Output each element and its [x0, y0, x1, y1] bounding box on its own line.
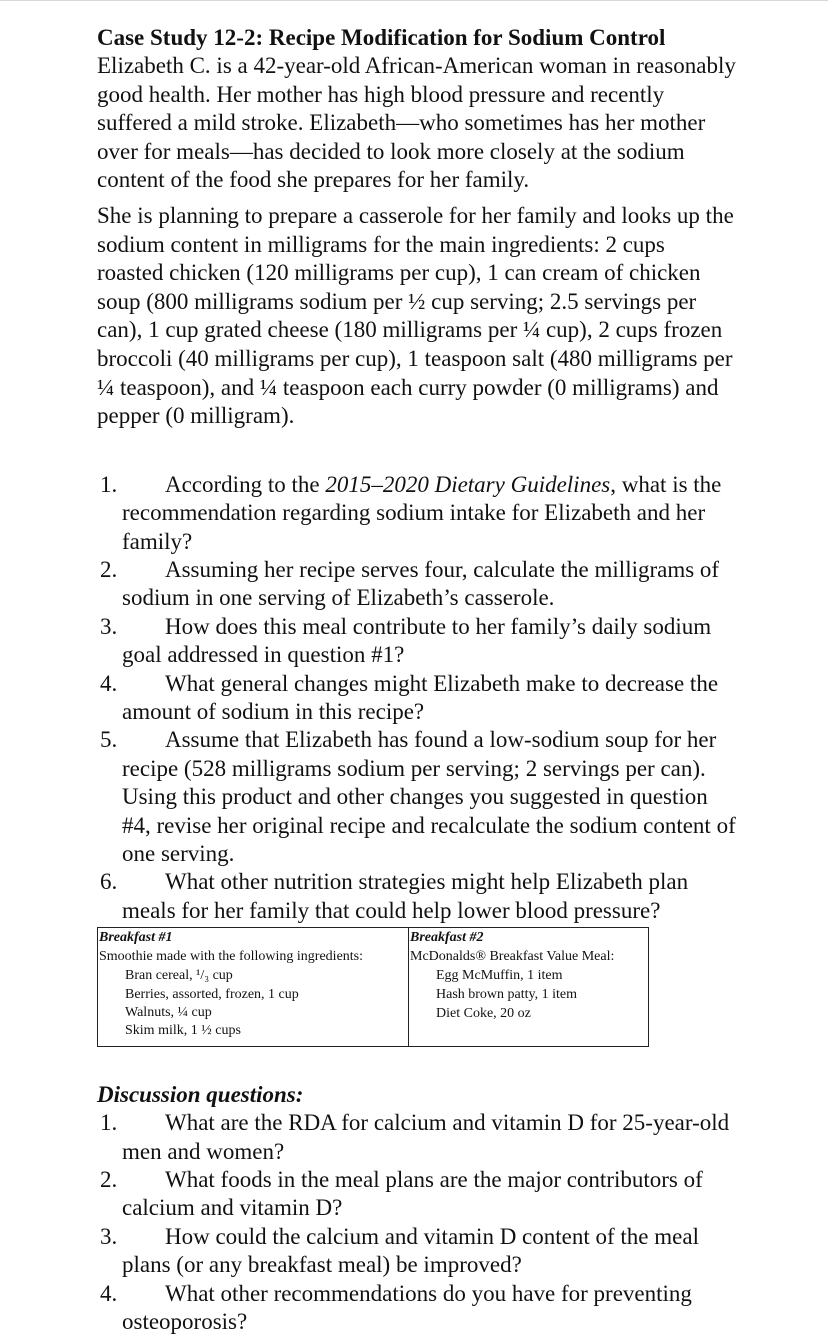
case-study-title: Case Study 12-2: Recipe Modification for Sodium Control	[97, 25, 666, 50]
breakfast-1-cell	[98, 928, 409, 1047]
discussion-questions-list	[97, 1109, 737, 1336]
discussion-text: What other recommendations do you have for preventing osteoporosis?	[122, 1280, 692, 1335]
intro-paragraph: Elizabeth C. is a 42-year-old African-American woman in reasonably good health. Her mother has high blood pressure and recently suffered a mild stroke. Elizabeth—who sometimes has her mother over for meals—has decided to look more closely at the sodium content of the food she prepares for her family.	[97, 53, 736, 193]
question-number: 5.	[100, 727, 118, 753]
question-text: What general changes might Elizabeth make to decrease the amount of sodium in this recipe?	[122, 670, 719, 724]
top-border	[0, 0, 828, 1]
discussion-heading: Discussion questions:	[97, 1082, 304, 1108]
question-text: Assuming her recipe serves four, calculate the milligrams of sodium in one serving of Elizabeth’s casserole.	[122, 556, 720, 611]
breakfast-2-cell	[409, 928, 649, 1047]
discussion-number: 4.	[100, 1280, 118, 1306]
ingredients-paragraph: She is planning to prepare a casserole for her family and looks up the sodium content in milligrams for the main ingredients: 2 cups roasted chicken (120 milligrams per cup), 1 can cream of chicken soup (800 milligrams sodium per ½ cup serving; 2.5 servings per can), 1 cup grated cheese (180 milligrams per ¼ cup), 2 cups frozen broccoli (40 milligrams per cup), 1 teaspoon salt (480 milligrams per ¼ teaspoon), and ¼ teaspoon each curry powder (0 milligrams) and pepper (0 milligram).	[97, 202, 734, 429]
discussion-item	[97, 1109, 737, 1166]
question-item	[97, 613, 737, 670]
breakfast-2-item: Diet Coke, 20 oz	[436, 1006, 531, 1022]
question-number: 1.	[100, 471, 118, 497]
discussion-text: How could the calcium and vitamin D content of the meal plans (or any breakfast meal) be improved?	[122, 1223, 699, 1278]
breakfast-table	[97, 927, 649, 1047]
breakfast-2-intro: McDonalds® Breakfast Value Meal:	[410, 949, 615, 965]
breakfast-1-item: Bran cereal, ¹/₃ cup	[125, 968, 233, 984]
question-number: 3.	[100, 613, 118, 639]
breakfast-1-intro: Smoothie made with the following ingredients:	[99, 949, 364, 965]
question-number: 2.	[100, 556, 118, 582]
question-item	[97, 726, 737, 868]
question-number: 4.	[100, 670, 118, 696]
document-page	[97, 24, 737, 1336]
question-item	[97, 670, 737, 727]
question-text-cont: , what is the recommendation regarding sodium intake for Elizabeth and her family?	[122, 471, 722, 554]
question-item	[97, 556, 737, 613]
question-text: What other nutrition strategies might help Elizabeth plan meals for her family that could help lower blood pressure?	[122, 869, 689, 923]
breakfast-1-item: Berries, assorted, frozen, 1 cup	[125, 987, 299, 1003]
case-questions-list	[97, 471, 737, 926]
discussion-item	[97, 1223, 737, 1280]
breakfast-2-heading: Breakfast #2	[410, 930, 484, 946]
breakfast-2-item: Hash brown patty, 1 item	[436, 987, 578, 1003]
discussion-item	[97, 1280, 737, 1336]
question-item	[97, 471, 737, 556]
question-text: How does this meal contribute to her family’s daily sodium goal addressed in question #1?	[122, 613, 712, 668]
question-text: Assume that Elizabeth has found a low-sodium soup for her recipe (528 milligrams sodium per serving; 2 servings per can). Using this product and other changes you suggested in question #4, revise her original recipe and recalculate the sodium content of one serving.	[122, 727, 736, 866]
discussion-text: What are the RDA for calcium and vitamin D for 25-year-old men and women?	[122, 1110, 730, 1164]
guidelines-title: 2015–2020 Dietary Guidelines	[325, 471, 611, 497]
discussion-text: What foods in the meal plans are the major contributors of calcium and vitamin D?	[122, 1167, 703, 1221]
breakfast-1-item: Skim milk, 1 ½ cups	[125, 1023, 241, 1039]
discussion-number: 1.	[100, 1110, 118, 1136]
discussion-item	[97, 1166, 737, 1223]
breakfast-1-item: Walnuts, ¼ cup	[125, 1005, 212, 1021]
question-text: According to the	[165, 471, 326, 497]
discussion-number: 3.	[100, 1223, 118, 1249]
breakfast-1-heading: Breakfast #1	[99, 930, 173, 946]
discussion-number: 2.	[100, 1167, 118, 1193]
breakfast-2-item: Egg McMuffin, 1 item	[436, 968, 563, 984]
question-item	[97, 868, 737, 925]
question-number: 6.	[100, 869, 118, 895]
